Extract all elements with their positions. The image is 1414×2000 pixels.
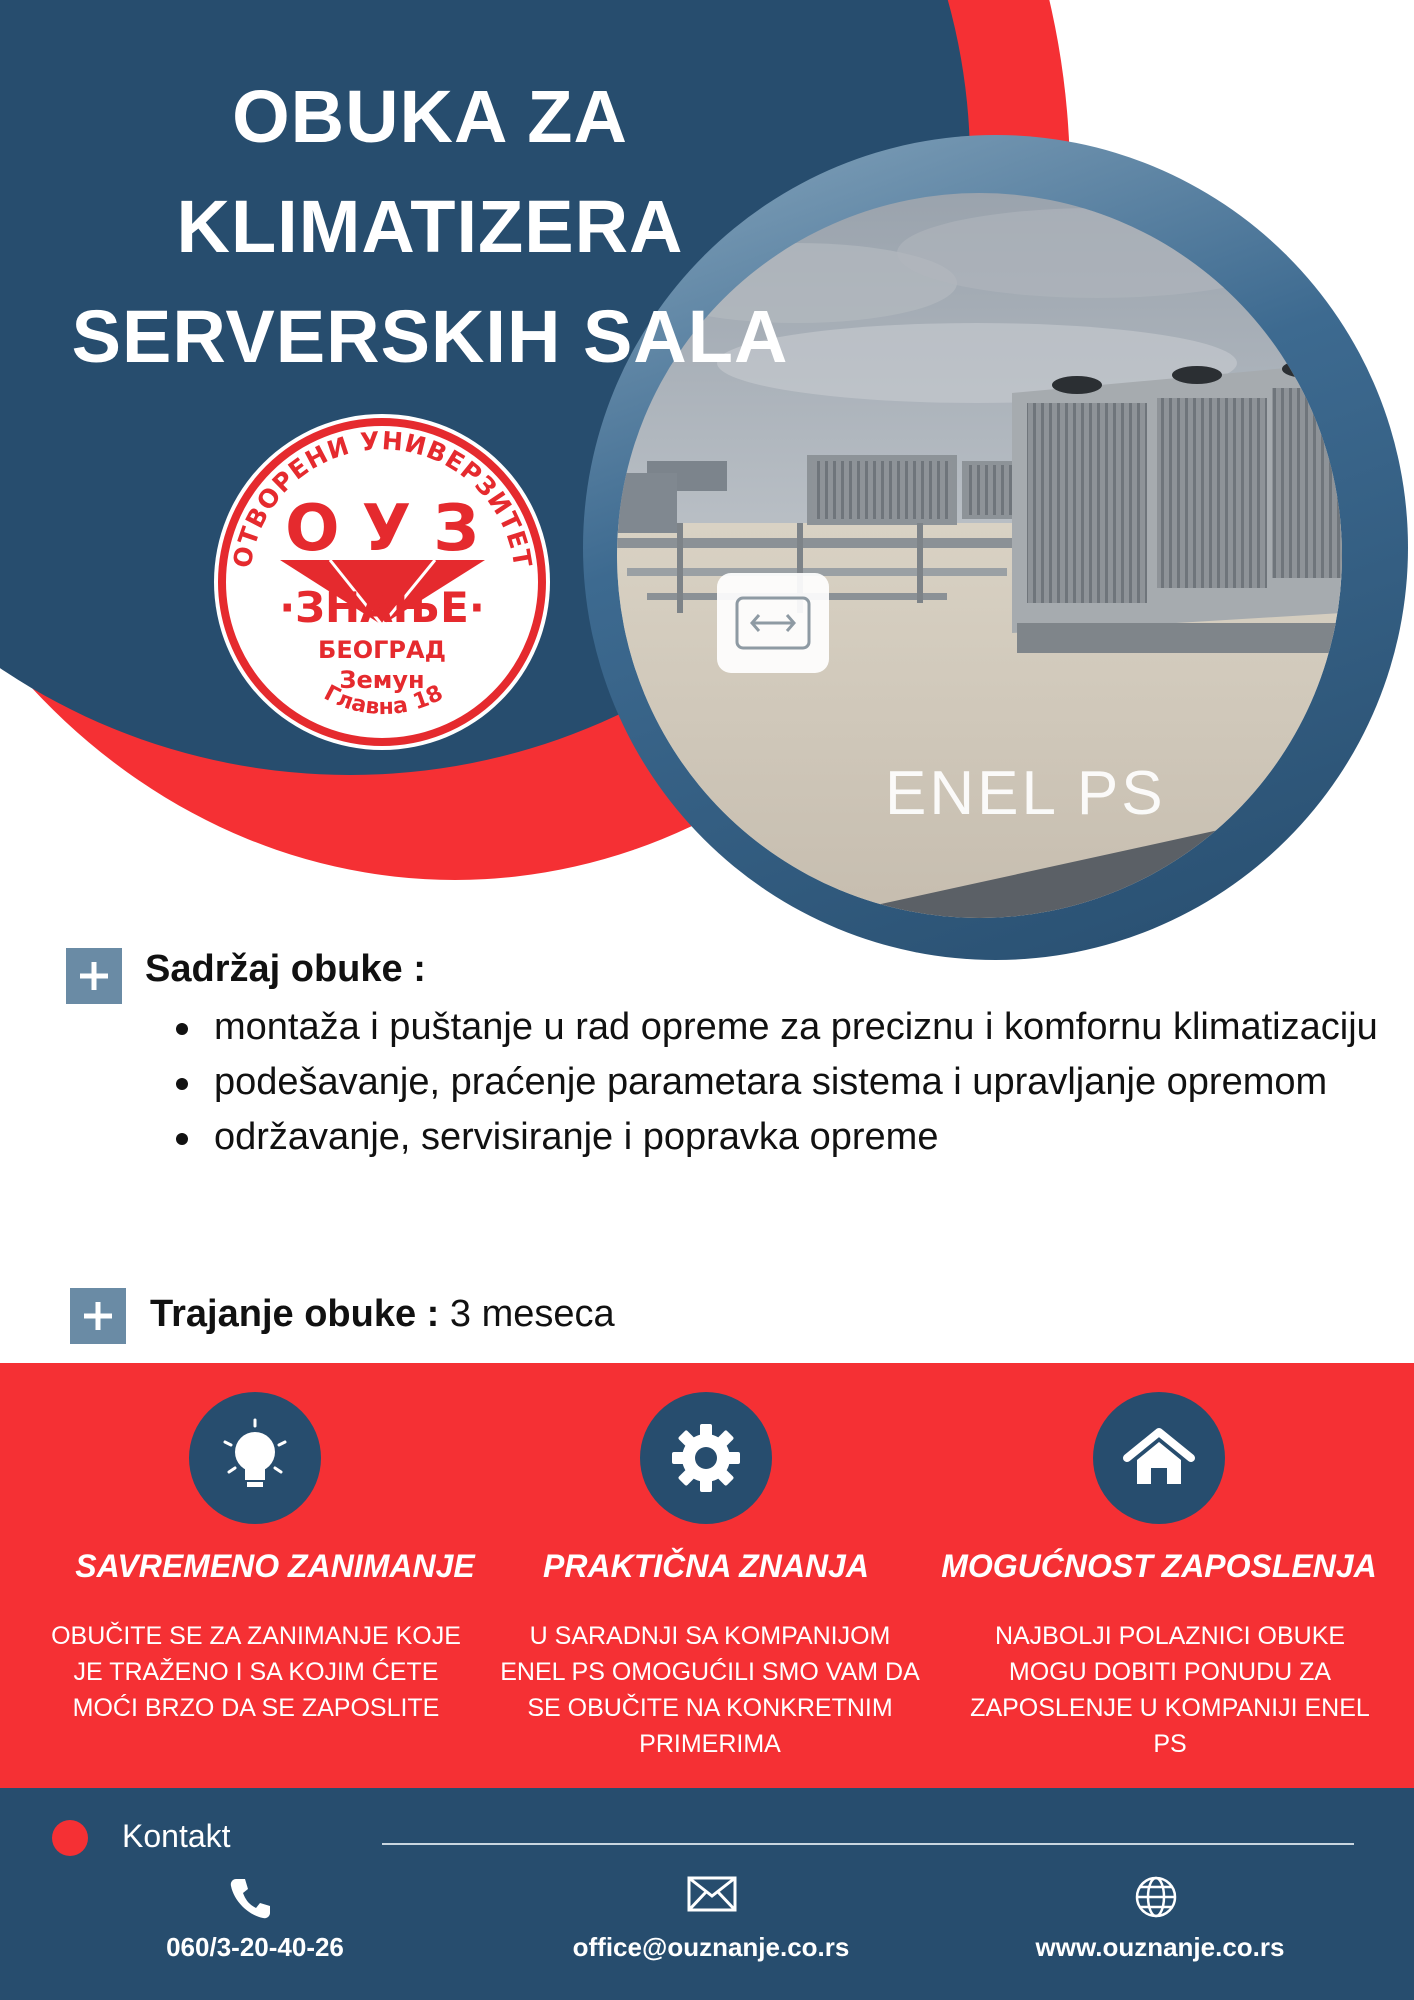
- logo-district: Земун: [339, 666, 425, 694]
- feature-title: PRAKTIČNA ZNANJA: [543, 1548, 869, 1584]
- contact-dot: [52, 1820, 88, 1856]
- content-list: [170, 1000, 1390, 1165]
- enel-ps-brand: ENEL PS: [885, 759, 1166, 828]
- feature-text: U SARADNJI SA KOMPANIJOM ENEL PS OMOGUĆILI SMO VAM DA SE OBUČITE NA KONKRETNIM PRIMERIMA: [500, 1622, 920, 1758]
- list-item: montaža i puštanje u rad opreme za preciznu i komfornu klimatizaciju: [170, 1000, 1390, 1055]
- phone-icon: [228, 1875, 272, 1921]
- duration-label: Trajanje obuke :: [150, 1293, 440, 1335]
- contact-email[interactable]: office@ouznanje.co.rs: [572, 1932, 850, 1962]
- feature-title: MOGUĆNOST ZAPOSLENJA: [941, 1548, 1377, 1584]
- page-title: [20, 62, 840, 392]
- duration-value: 3 meseca: [449, 1293, 615, 1335]
- envelope-icon: [687, 1876, 737, 1912]
- title-line-1: OBUKA ZA: [232, 75, 628, 158]
- logo-top-arc: ОТВОРЕНИ УНИВЕРЗИТЕТ: [227, 426, 538, 571]
- title-line-2: KLIMATIZERA: [176, 185, 684, 268]
- contact-phone[interactable]: 060/3-20-40-26: [166, 1932, 344, 1962]
- feature-title: SAVREMENO ZANIMANJE: [75, 1548, 475, 1584]
- logo-city: БЕОГРАД: [318, 636, 446, 664]
- contact-web[interactable]: www.ouznanje.co.rs: [1035, 1932, 1285, 1962]
- globe-icon: [1134, 1875, 1178, 1919]
- logo-street: Главна 18: [319, 680, 448, 721]
- contact-divider: [382, 1843, 1354, 1845]
- ouz-znanje-logo: [210, 410, 555, 755]
- list-item: podešavanje, praćenje parametara sistema i upravljanje opremom: [170, 1055, 1390, 1110]
- list-item: održavanje, servisiranje i popravka opreme: [170, 1110, 1390, 1165]
- home-icon: [1093, 1392, 1225, 1524]
- logo-name: ·ЗНАЊЕ·: [279, 583, 485, 632]
- logo-initials: О У З: [285, 492, 479, 566]
- title-line-3: SERVERSKIH SALA: [71, 295, 789, 378]
- plus-icon: [70, 1288, 126, 1344]
- plus-icon: [66, 948, 122, 1004]
- gear-icon: [640, 1392, 772, 1524]
- feature-text: OBUČITE SE ZA ZANIMANJE KOJE JE TRAŽENO I SA KOJIM ĆETE MOĆI BRZO DA SE ZAPOSLITE: [51, 1622, 461, 1722]
- feature-text: NAJBOLJI POLAZNICI OBUKE MOGU DOBITI PONUDU ZA ZAPOSLENJE U KOMPANIJI ENEL PS: [970, 1622, 1370, 1758]
- lightbulb-icon: [189, 1392, 321, 1524]
- contact-label: Kontakt: [122, 1818, 231, 1854]
- duration-row: [150, 1293, 615, 1336]
- content-heading: Sadržaj obuke :: [145, 948, 426, 990]
